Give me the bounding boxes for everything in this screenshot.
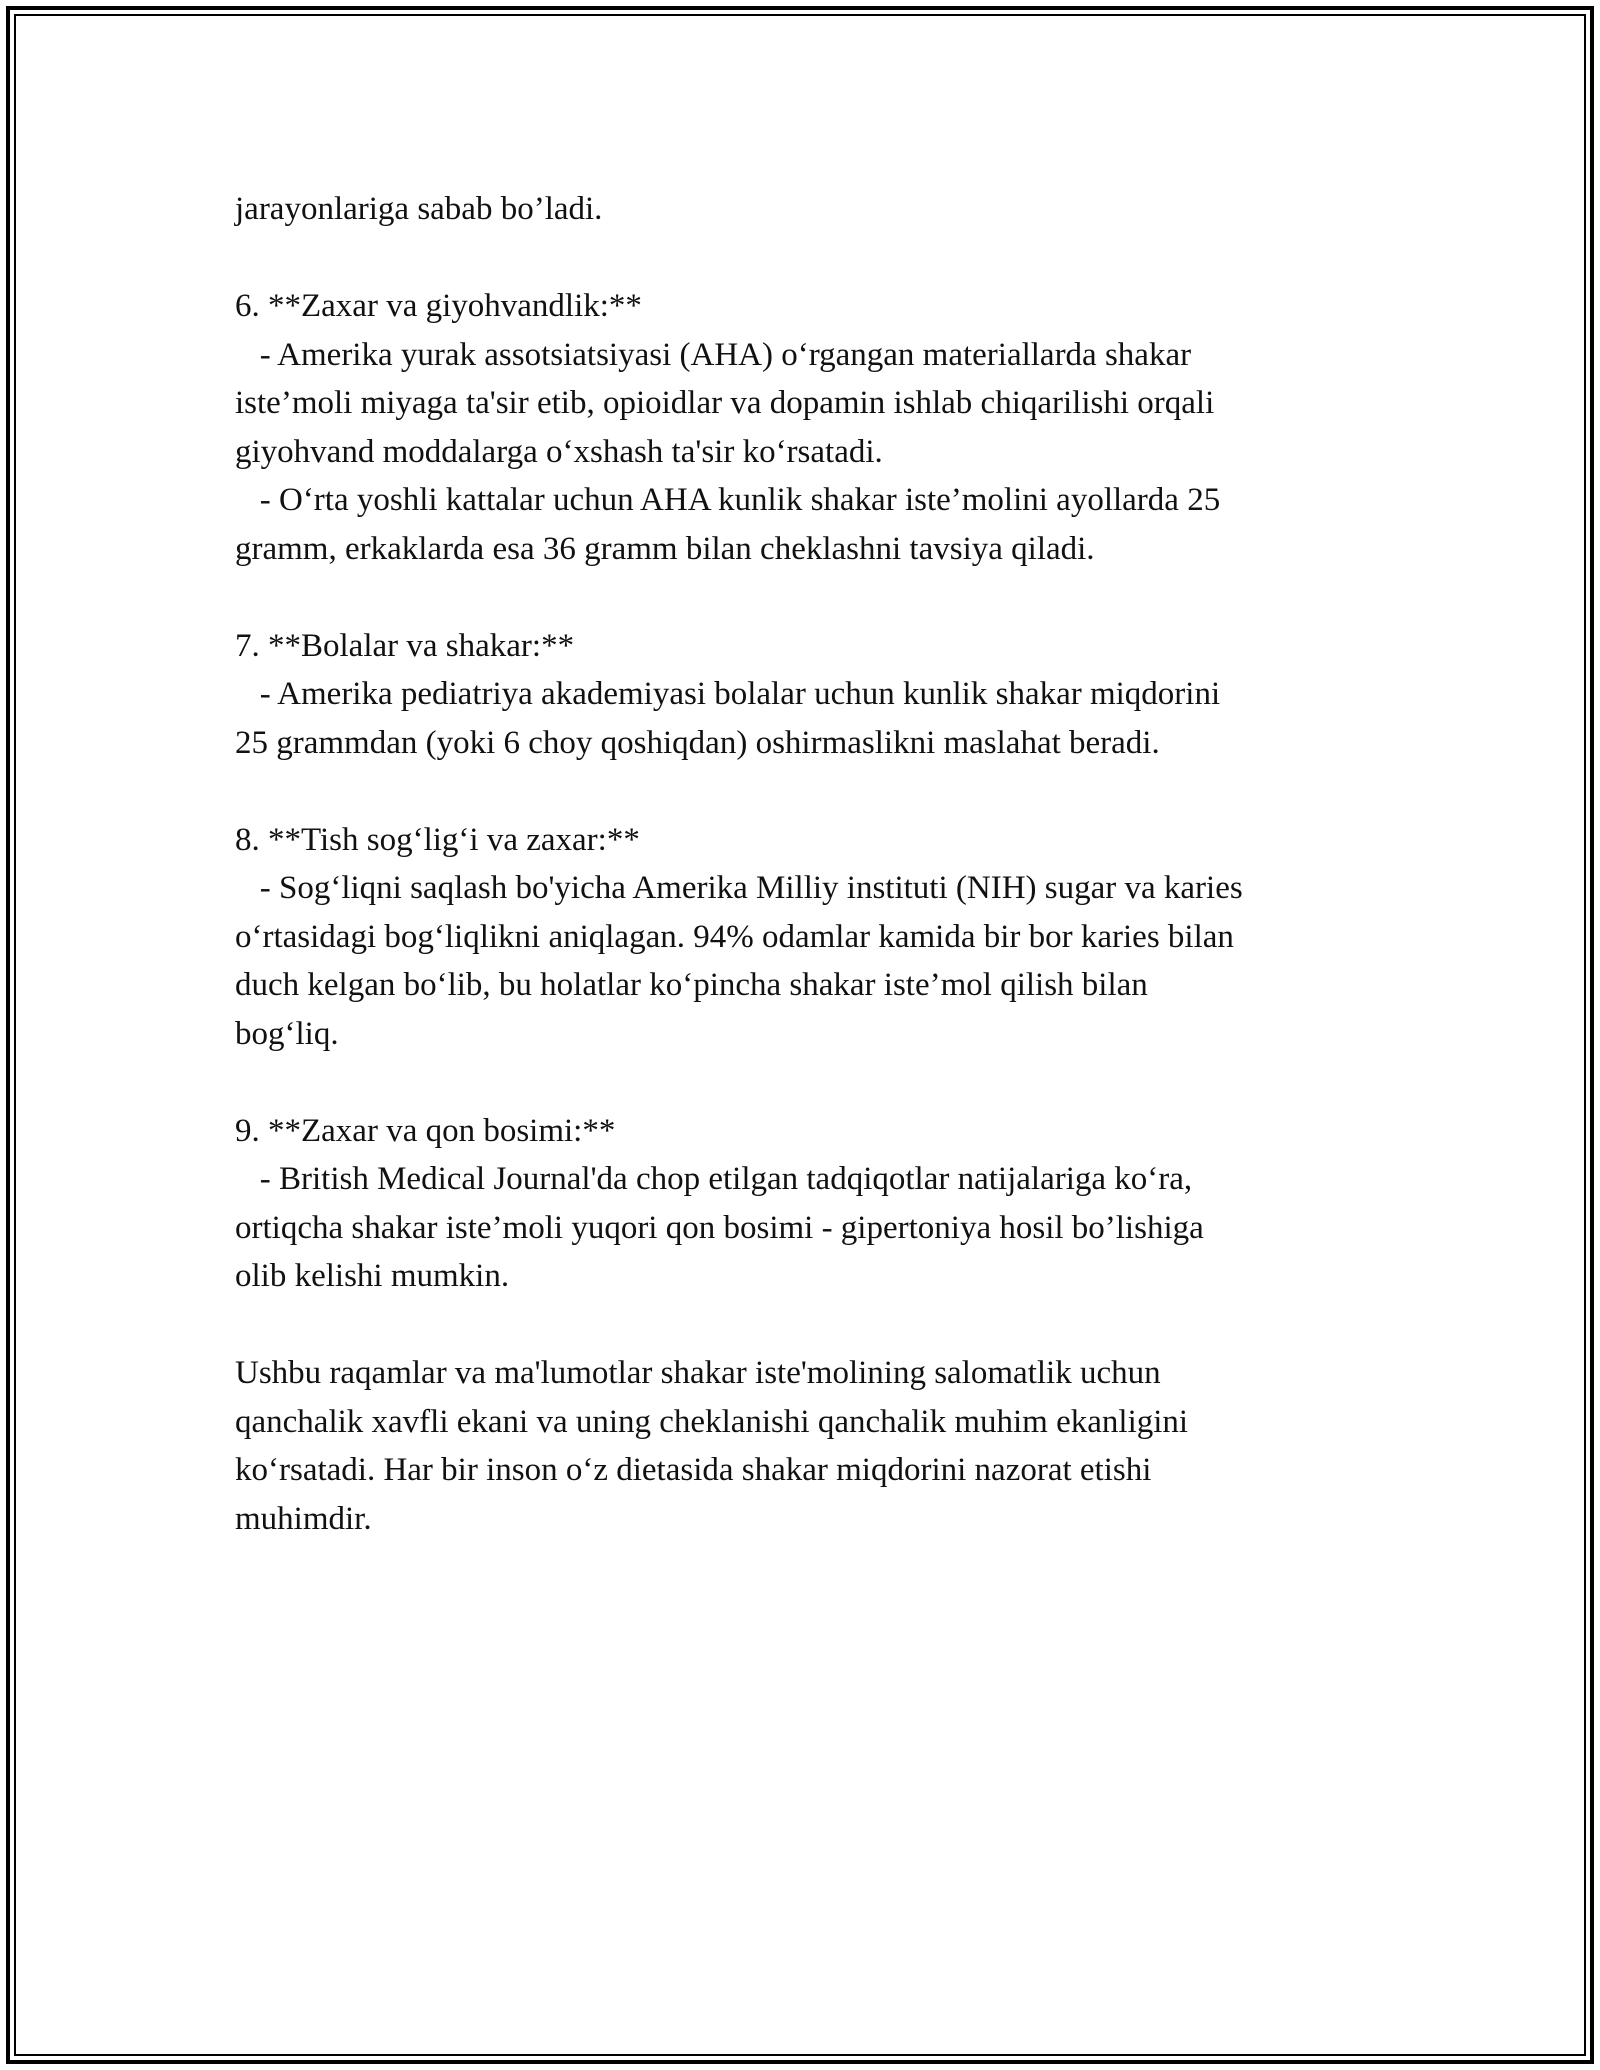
text-line: - Amerika yurak assotsiatsiyasi (AHA) o‘rgangan materiallarda shakar [235, 336, 1192, 373]
text-line: 25 grammdan (yoki 6 choy qoshiqdan) oshirmaslikni maslahat beradi. [235, 724, 1160, 761]
document-body [235, 185, 1395, 1543]
text-line: - Sog‘liqni saqlash bo'yicha Amerika Milliy instituti (NIH) sugar va karies [235, 870, 1243, 906]
blank-line [235, 1301, 1395, 1350]
text-line: iste’moli miyaga ta'sir etib, opioidlar va dopamin ishlab chiqarilishi orqali [235, 385, 1215, 421]
text-line: jarayonlariga sabab bo’ladi. [235, 191, 603, 227]
text-line: giyohvand moddalarga o‘xshash ta'sir ko‘rsatadi. [235, 433, 883, 470]
conclusion-line: ko‘rsatadi. Har bir inson o‘z dietasida shakar miqdorini nazorat etishi [235, 1452, 1152, 1488]
text-line: - British Medical Journal'da chop etilgan tadqiqotlar natijalariga ko‘ra, [235, 1161, 1193, 1197]
text-line: duch kelgan bo‘lib, bu holatlar ko‘pincha shakar iste’mol qilish bilan [235, 967, 1148, 1003]
conclusion-line: muhimdir. [235, 1500, 372, 1537]
conclusion-line: qanchalik xavfli ekani va uning cheklanishi qanchalik muhim ekanligini [235, 1403, 1189, 1440]
text-line: - Amerika pediatriya akademiyasi bolalar uchun kunlik shakar miqdorini [235, 676, 1221, 712]
conclusion-line: Ushbu raqamlar va ma'lumotlar shakar iste'molining salomatlik uchun [235, 1355, 1161, 1391]
section-8-heading: 8. **Tish sog‘lig‘i va zaxar:** [235, 821, 640, 858]
text-line: ortiqcha shakar iste’moli yuqori qon bosimi - gipertoniya hosil bo’lishiga [235, 1209, 1204, 1246]
blank-line [235, 573, 1395, 622]
text-line: bog‘liq. [235, 1015, 339, 1052]
text-line: olib kelishi mumkin. [235, 1258, 510, 1294]
blank-line [235, 767, 1395, 816]
text-line: gramm, erkaklarda esa 36 gramm bilan cheklashni tavsiya qiladi. [235, 530, 1095, 567]
blank-line [235, 234, 1395, 283]
section-6-heading: 6. **Zaxar va giyohvandlik:** [235, 288, 642, 324]
blank-line [235, 1058, 1395, 1107]
text-line: o‘rtasidagi bog‘liqlikni aniqlagan. 94% odamlar kamida bir bor karies bilan [235, 918, 1234, 955]
text-line: - O‘rta yoshli kattalar uchun AHA kunlik shakar iste’molini ayollarda 25 [235, 482, 1221, 518]
section-7-heading: 7. **Bolalar va shakar:** [235, 627, 575, 664]
section-9-heading: 9. **Zaxar va qon bosimi:** [235, 1112, 616, 1149]
